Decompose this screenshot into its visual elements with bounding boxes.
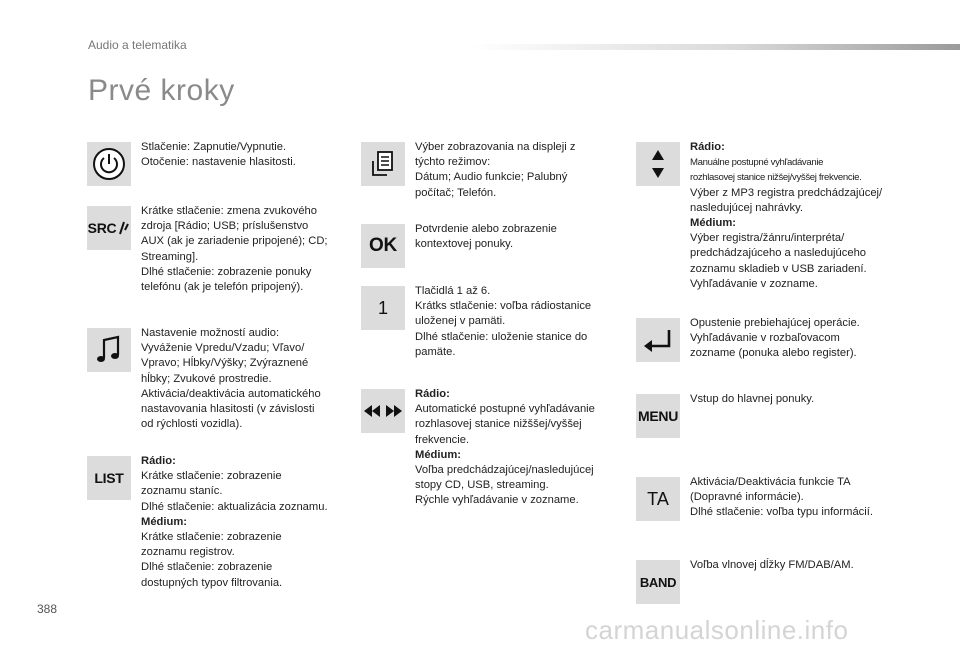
band-text-1: Voľba vlnovej dĺžky FM/DAB/AM. [690,559,854,571]
display-text-1: Výber zobrazovania na displeji z [415,141,576,153]
list-text-7: dostupných typov filtrovania. [141,576,283,589]
music-note-icon [87,328,131,372]
ok-button-icon [361,224,405,268]
seek-heading-media: Médium: [415,448,461,461]
audio-text-7: od rýchlosti vozidla). [141,418,243,431]
ok-text-2: kontextovej ponuky. [415,238,514,251]
list-text-3: Dlhé stlačenie: aktualizácia zoznamu. [141,500,328,513]
list-text-6: Dlhé stlačenie: zobrazenie [141,561,273,574]
seek-text-1: Automatické postupné vyhľadávanie [415,403,595,416]
ta-text-1: Aktivácia/Deaktivácia funkcie TA [690,476,851,488]
ta-text-2: (Dopravné informácie). [690,491,804,504]
list-text-2: zoznamu staníc. [141,485,223,498]
page-number: 388 [37,602,58,616]
seek-text-5: stopy CD, USB, streaming. [415,479,549,492]
display-mode-icon [361,142,405,186]
power-text-2: Otočenie: nastavenie hlasitosti. [141,156,296,169]
list-icon-label: LIST [94,470,124,486]
updown-heading-radio: Rádio: [690,141,725,153]
src-text-3: AUX (ak je zariadenie pripojené); CD; [141,235,328,248]
ok-text-1: Potvrdenie alebo zobrazenie [415,223,557,235]
audio-text-2: Vyváženie Vpredu/Vzadu; Vľavo/ [141,342,305,355]
menu-button-icon [636,394,680,438]
audio-text-4: hĺbky; Zvukové prostredie. [141,372,272,385]
updown-cond-1: Manuálne postupné vyhľadávanie [690,157,824,169]
back-text-3: zozname (ponuka alebo register). [690,347,857,360]
page-title: Prvé kroky [88,74,235,107]
up-down-arrows-icon [636,142,680,186]
ta-text-3: Dlhé stlačenie: voľba typu informácií. [690,506,873,519]
list-button-icon [87,456,131,500]
seek-text-6: Rýchle vyhľadávanie v zozname. [415,494,579,507]
display-text-4: počítač; Telefón. [415,186,497,199]
display-text-2: týchto režimov: [415,156,491,169]
preset-text-5: pamäte. [415,345,456,358]
watermark: carmanualsonline.info [585,615,849,645]
header-gradient-bar [470,44,960,50]
back-text-2: Vyhľadávanie v rozbaľovacom [690,332,840,345]
back-arrow-icon [636,318,680,362]
src-text-1: Krátke stlačenie: zmena zvukového [141,205,317,217]
src-phone-icon [87,206,131,250]
src-text-5: Dlhé stlačenie: zobrazenie ponuky [141,265,312,278]
preset-icon-label: 1 [377,297,388,318]
src-text-2: zdroja [Rádio; USB; príslušenstvo [141,220,309,233]
seek-text-4: Voľba predchádzajúcej/nasledujúcej [415,464,594,477]
ta-icon-label: TA [647,488,669,509]
updown-text-1: Výber z MP3 registra predchádzajúcej/ [690,186,883,199]
power-icon [87,142,131,186]
display-text-3: Dátum; Audio funkcie; Palubný [415,171,568,184]
audio-text-1: Nastavenie možností audio: [141,327,280,339]
updown-cond-2: rozhlasovej stanice nižšej/vyššej frekvencie. [690,172,862,184]
src-text-4: Streaming]. [141,250,199,263]
back-text-1: Opustenie prebiehajúcej operácie. [690,317,860,329]
updown-text-4: predchádzajúceho a nasledujúceho [690,247,867,260]
src-icon-label: SRC [87,220,117,236]
seek-arrows-icon [361,389,405,433]
src-text-6: telefónu (ak je telefón pripojený). [141,281,304,294]
list-heading-media: Médium: [141,515,187,528]
preset-text-2: Krátks stlačenie: voľba rádiostanice [415,300,592,313]
preset-text-3: uloženej v pamäti. [415,315,506,328]
audio-text-3: Vpravo; Hĺbky/Výšky; Zvýraznené [141,357,309,370]
list-text-4: Krátke stlačenie: zobrazenie [141,531,282,544]
ok-icon-label: OK [369,235,397,256]
preset-text-4: Dlhé stlačenie: uloženie stanice do [415,330,588,343]
audio-text-5: Aktivácia/deaktivácia automatického [141,387,321,400]
seek-heading-radio: Rádio: [415,388,450,400]
preset-text-1: Tlačidlá 1 až 6. [415,285,491,297]
section-label: Audio a telematika [88,38,187,52]
updown-text-6: Vyhľadávanie v zozname. [690,277,818,290]
updown-text-5: zoznamu skladieb v USB zariadení. [690,262,867,275]
preset-button-icon [361,286,405,330]
list-text-5: zoznamu registrov. [141,546,235,559]
band-button-icon [636,560,680,604]
audio-text-6: nastavovania hlasitosti (v závislosti [141,403,315,416]
updown-heading-media: Médium: [690,217,736,230]
menu-icon-label: MENU [637,408,679,424]
seek-text-3: frekvencie. [415,433,470,446]
seek-text-2: rozhlasovej stanice nižššej/vyššej [415,418,582,431]
menu-text-1: Vstup do hlavnej ponuky. [690,393,815,405]
band-icon-label: BAND [639,574,677,590]
ta-button-icon [636,477,680,521]
updown-text-2: nasledujúcej nahrávky. [690,201,803,214]
power-text-1: Stlačenie: Zapnutie/Vypnutie. [141,141,287,153]
updown-text-3: Výber registra/žánru/interpréta/ [690,232,845,245]
list-text-1: Krátke stlačenie: zobrazenie [141,470,282,483]
list-heading-radio: Rádio: [141,455,176,467]
